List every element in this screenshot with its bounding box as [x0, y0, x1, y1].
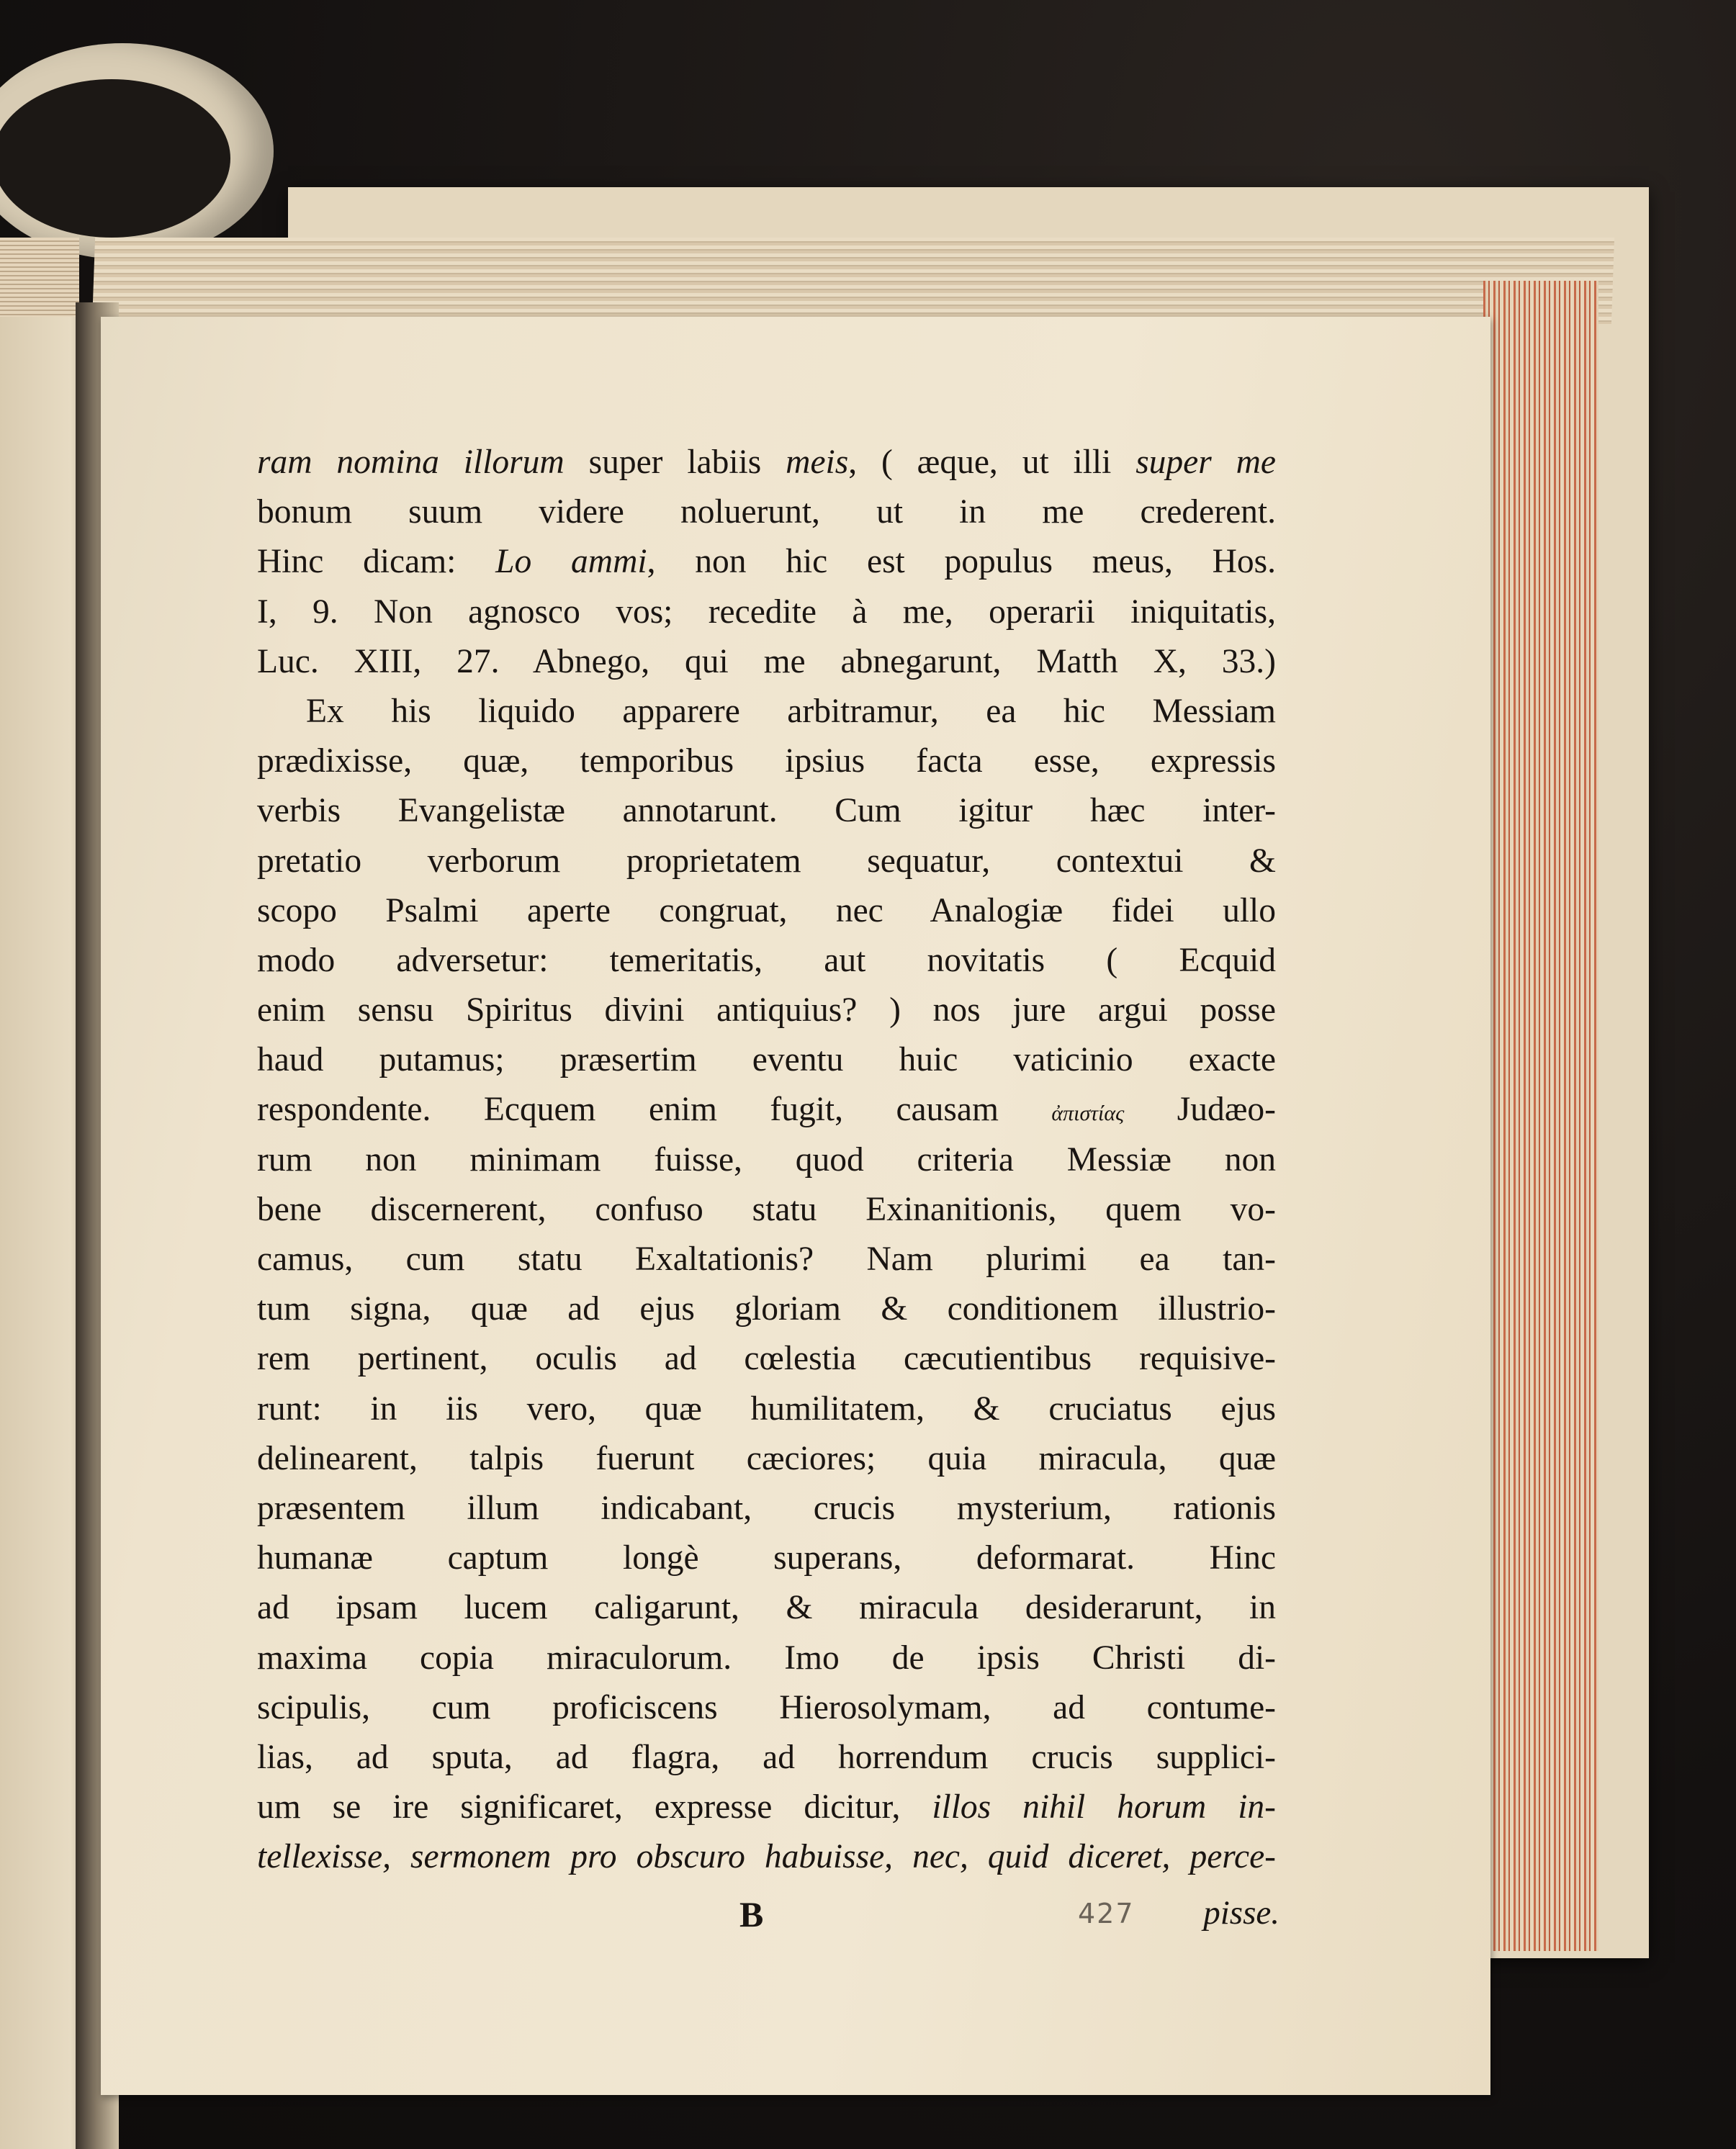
text-line	[257, 637, 1276, 687]
italic-segment: Lo ammi	[495, 543, 647, 581]
text-segment: verbis Evangelistæ annotarunt. Cum igitur hæc inter-	[257, 792, 1276, 830]
text-segment: scopo Psalmi aperte congruat, nec Analogiæ fidei ullo	[257, 891, 1276, 929]
text-segment: bonum suum videre noluerunt, ut in me crederent.	[257, 493, 1276, 531]
greek-word: ἀπιστίας	[1051, 1101, 1125, 1126]
text-segment: rum non minimam fuisse, quod criteria Messiæ non	[257, 1140, 1276, 1179]
text-segment: um se ire significaret, expresse dicitur,	[257, 1788, 932, 1826]
text-segment: bene discernerent, confuso statu Exinanitionis, quem vo-	[257, 1190, 1276, 1228]
text-line	[257, 1583, 1276, 1633]
italic-segment: illos nihil horum in-	[932, 1788, 1276, 1826]
page-text	[257, 438, 1276, 1882]
text-line	[257, 1634, 1276, 1683]
text-line	[257, 1185, 1276, 1235]
text-segment: camus, cum statu Exaltationis? Nam plurimi ea tan-	[257, 1240, 1276, 1278]
text-segment: Ex his liquido apparere arbitramur, ea hic Messiam	[306, 692, 1276, 730]
text-segment: I, 9. Non agnosco vos; recedite à me, operarii iniquitatis,	[257, 593, 1276, 631]
italic-segment: tellexisse, sermonem pro obscuro habuisse, nec, quid diceret, perce-	[257, 1838, 1276, 1876]
text-segment: præsentem illum indicabant, crucis mysterium, rationis	[257, 1489, 1276, 1527]
text-segment: respondente. Ecquem enim fugit, causam	[257, 1091, 1052, 1129]
text-line	[257, 1235, 1276, 1284]
text-segment: maxima copia miraculorum. Imo de ipsis Christi di-	[257, 1639, 1276, 1677]
text-line	[257, 1135, 1276, 1185]
text-line	[257, 1284, 1276, 1334]
page-footer	[257, 1893, 1279, 1944]
text-segment: , non hic est populus meus, Hos.	[647, 543, 1276, 581]
text-line	[257, 487, 1276, 537]
text-line	[257, 537, 1276, 587]
text-line	[257, 786, 1276, 836]
text-line	[257, 1434, 1276, 1484]
text-segment: humanæ captum longè superans, deformarat. Hinc	[257, 1539, 1276, 1577]
text-line	[257, 1085, 1276, 1135]
text-line	[257, 1683, 1276, 1733]
text-line	[257, 837, 1276, 886]
catchword: pisse.	[1203, 1894, 1279, 1932]
text-segment: modo adversetur: temeritatis, aut novitatis ( Ecquid	[257, 941, 1276, 979]
text-line	[257, 1733, 1276, 1783]
text-line	[257, 1384, 1276, 1434]
text-line	[257, 1533, 1276, 1583]
text-line	[257, 1484, 1276, 1533]
text-segment: prædixisse, quæ, temporibus ipsius facta esse, expressis	[257, 742, 1276, 780]
text-segment: haud putamus; præsertim eventu huic vaticinio exacte	[257, 1041, 1276, 1079]
text-segment: delinearent, talpis fuerunt cæciores; quia miracula, quæ	[257, 1439, 1276, 1477]
text-segment: rem pertinent, oculis ad cœlestia cæcutientibus requisive-	[257, 1340, 1276, 1378]
italic-segment: ram nomina illorum	[257, 443, 565, 481]
left-page-edges	[0, 238, 79, 324]
page-edges-top	[92, 238, 1614, 324]
pencil-annotation: 427	[1078, 1898, 1135, 1929]
text-line	[257, 1334, 1276, 1384]
text-segment: scipulis, cum proficiscens Hierosolymam, ad contume-	[257, 1688, 1276, 1726]
italic-segment: meis	[786, 443, 849, 481]
text-line	[257, 1832, 1276, 1882]
text-line	[257, 1783, 1276, 1832]
text-segment: enim sensu Spiritus divini antiquius? ) nos jure argui posse	[257, 991, 1276, 1030]
text-line	[257, 986, 1276, 1035]
text-line	[257, 587, 1276, 637]
text-segment: tum signa, quæ ad ejus gloriam & conditionem illustrio-	[257, 1290, 1276, 1328]
italic-segment: super me	[1135, 443, 1277, 481]
text-line	[257, 936, 1276, 986]
signature-mark: B	[739, 1894, 764, 1934]
text-segment: , ( æque, ut illi	[848, 443, 1136, 481]
text-segment: runt: in iis vero, quæ humilitatem, & cruciatus ejus	[257, 1389, 1276, 1428]
binding-strap-shadow	[0, 79, 230, 238]
text-segment: Judæo-	[1124, 1091, 1276, 1129]
text-segment: super labiis	[588, 443, 786, 481]
text-segment: Hinc dicam:	[257, 543, 496, 581]
text-line	[257, 438, 1276, 487]
text-segment: pretatio verborum proprietatem sequatur, contextui &	[257, 842, 1276, 880]
page-edges-right	[1483, 281, 1598, 1951]
text-segment: lias, ad sputa, ad flagra, ad horrendum crucis supplici-	[257, 1738, 1276, 1776]
text-line	[257, 687, 1276, 736]
text-segment: Luc. XIII, 27. Abnego, qui me abnegarunt, Matth X, 33.)	[257, 642, 1276, 680]
text-line	[257, 1035, 1276, 1085]
text-line	[257, 886, 1276, 936]
text-segment: ad ipsam lucem caligarunt, & miracula desiderarunt, in	[257, 1589, 1276, 1627]
text-line	[257, 736, 1276, 786]
